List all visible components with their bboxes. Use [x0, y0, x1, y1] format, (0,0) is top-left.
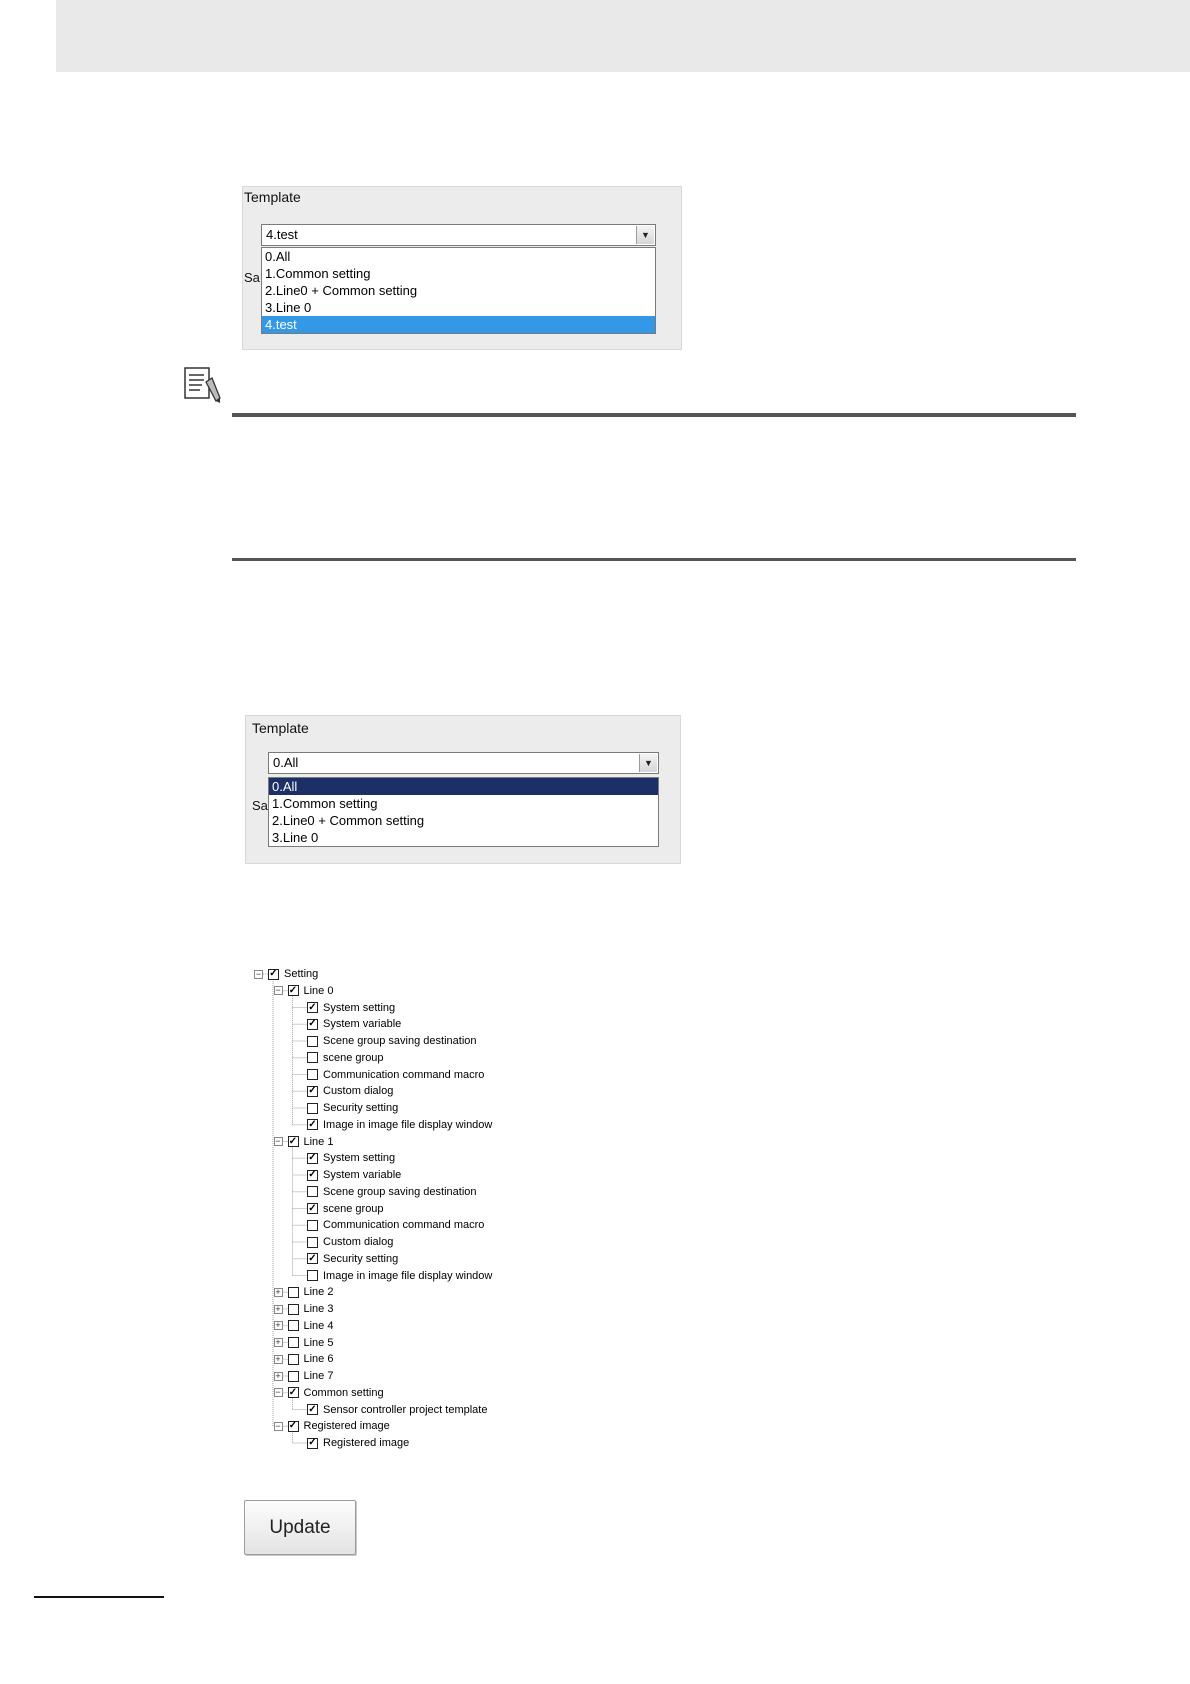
expand-plus-icon[interactable]: + [275, 1353, 281, 1364]
footer-divider [34, 1596, 164, 1598]
save-label-partial: Sa [244, 270, 260, 285]
collapse-minus-icon[interactable]: − [275, 1136, 281, 1146]
tree-item-label: Common setting [303, 1386, 384, 1399]
tree-item-label: Communication command macro [323, 1219, 485, 1232]
checkbox-unchecked[interactable] [288, 1337, 299, 1348]
tree-item[interactable] [307, 1251, 398, 1267]
tree-item[interactable] [307, 1217, 484, 1233]
tree-item-label: Custom dialog [323, 1236, 394, 1248]
template-select-value: 0.All [273, 755, 299, 770]
checkbox-unchecked[interactable] [307, 1069, 318, 1080]
template-dropdown-list [261, 247, 656, 334]
tree-item[interactable] [288, 1368, 334, 1384]
expand-plus-icon[interactable]: + [275, 1370, 281, 1381]
checkbox-checked[interactable]: ✓ [288, 1386, 298, 1398]
tree-item[interactable] [288, 1301, 334, 1317]
tree-item-label: Setting [284, 968, 319, 980]
tree-item[interactable] [307, 1268, 492, 1284]
collapse-minus-icon[interactable]: − [275, 1387, 281, 1398]
tree-item-label: Scene group saving destination [323, 1185, 477, 1198]
checkbox-checked[interactable]: ✓ [308, 1085, 317, 1097]
dropdown-option[interactable]: 4.test [262, 316, 655, 333]
checkbox-checked[interactable]: ✓ [288, 984, 298, 996]
tree-item-label: Line 1 [303, 1135, 334, 1148]
template-select[interactable] [268, 752, 659, 774]
checkbox-checked[interactable]: ✓ [308, 1169, 317, 1180]
tree-item[interactable] [307, 1050, 384, 1066]
tree-item-label: System variable [323, 1018, 402, 1031]
collapse-minus-icon[interactable]: − [275, 985, 281, 996]
template-select[interactable] [261, 224, 656, 246]
checkbox-unchecked[interactable] [288, 1371, 299, 1382]
tree-item[interactable] [268, 966, 318, 982]
template-dropdown-list [268, 777, 659, 847]
tree-item-label: Security setting [323, 1252, 399, 1265]
tree-item[interactable] [307, 1033, 477, 1049]
checkbox-checked[interactable]: ✓ [308, 1252, 317, 1264]
tree-item[interactable] [288, 1385, 384, 1401]
note-bottom-divider [232, 558, 1076, 561]
dropdown-option[interactable]: 0.All [265, 249, 291, 264]
checkbox-unchecked[interactable] [307, 1186, 318, 1197]
save-label-partial: Sa [252, 798, 268, 813]
tree-item[interactable] [307, 1234, 393, 1250]
tree-item[interactable] [307, 1016, 401, 1032]
dropdown-option[interactable]: 2.Line0 + Common setting [265, 283, 418, 298]
checkbox-checked[interactable]: ✓ [288, 1420, 298, 1432]
checkbox-checked[interactable]: ✓ [308, 1001, 317, 1013]
template-label: Template [252, 720, 309, 736]
dropdown-option[interactable]: 3.Line 0 [265, 300, 312, 315]
tree-item[interactable] [307, 1067, 484, 1083]
tree-item-label: Registered image [303, 1420, 390, 1433]
tree-item-label: Image in image file display window [323, 1269, 493, 1282]
checkbox-unchecked[interactable] [307, 1103, 318, 1114]
tree-item[interactable] [288, 1318, 334, 1334]
expand-plus-icon[interactable]: + [275, 1320, 281, 1331]
tree-item[interactable] [307, 1100, 398, 1116]
tree-item[interactable] [307, 1201, 384, 1217]
dropdown-option[interactable]: 3.Line 0 [272, 830, 319, 845]
collapse-minus-icon[interactable]: − [275, 1420, 281, 1431]
tree-item[interactable] [307, 1117, 492, 1133]
tree-item[interactable] [307, 1402, 487, 1418]
checkbox-unchecked[interactable] [307, 1036, 318, 1047]
tree-item[interactable] [307, 1184, 477, 1200]
tree-item-label: Sensor controller project template [323, 1403, 488, 1416]
dropdown-option[interactable]: 2.Line0 + Common setting [272, 813, 425, 828]
tree-item[interactable] [307, 1167, 401, 1183]
dropdown-option[interactable]: 1.Common setting [272, 796, 378, 811]
tree-item-label: Line 2 [303, 1286, 334, 1299]
checkbox-checked[interactable]: ✓ [269, 968, 278, 979]
tree-item-label: Security setting [323, 1102, 399, 1114]
tree-item-label: Line 0 [303, 984, 334, 997]
checkbox-unchecked[interactable] [288, 1287, 299, 1298]
template-panel-1 [242, 186, 682, 350]
tree-item-label: Registered image [323, 1437, 410, 1449]
tree-item[interactable] [307, 1000, 395, 1016]
tree-item-label: Image in image file display window [323, 1118, 493, 1131]
tree-item[interactable] [288, 983, 334, 999]
update-button[interactable]: Update [244, 1500, 356, 1555]
tree-item-label: Line 3 [303, 1303, 334, 1315]
tree-item[interactable] [307, 1435, 409, 1451]
expand-plus-icon[interactable]: + [275, 1303, 281, 1314]
checkbox-checked[interactable]: ✓ [308, 1437, 317, 1448]
tree-item[interactable] [288, 1418, 390, 1434]
checkbox-checked[interactable]: ✓ [308, 1018, 317, 1030]
checkbox-checked[interactable]: ✓ [308, 1118, 317, 1130]
settings-tree [254, 966, 554, 1466]
dropdown-option[interactable]: 1.Common setting [265, 266, 371, 281]
note-pencil-icon [182, 364, 222, 404]
chevron-down-icon[interactable]: ▼ [639, 754, 657, 772]
tree-item-label: scene group [323, 1202, 384, 1215]
tree-item-label: Scene group saving destination [323, 1035, 477, 1047]
checkbox-unchecked[interactable] [288, 1304, 299, 1315]
checkbox-unchecked[interactable] [288, 1320, 299, 1331]
template-panel-2 [245, 715, 681, 864]
tree-item-label: scene group [323, 1051, 384, 1064]
tree-item-label: System setting [323, 1001, 396, 1014]
checkbox-unchecked[interactable] [307, 1270, 318, 1281]
tree-item-label: Line 7 [303, 1370, 334, 1382]
tree-item[interactable] [307, 1150, 395, 1166]
tree-item-label: Line 4 [303, 1319, 334, 1332]
collapse-minus-icon[interactable]: − [255, 968, 262, 979]
tree-item-label: System setting [323, 1152, 396, 1165]
template-select-value: 4.test [266, 227, 298, 242]
checkbox-unchecked[interactable] [288, 1354, 299, 1365]
checkbox-unchecked[interactable] [307, 1237, 318, 1248]
page-header-band [56, 0, 1190, 72]
chevron-down-icon[interactable]: ▼ [636, 226, 654, 244]
checkbox-unchecked[interactable] [307, 1052, 318, 1063]
checkbox-checked[interactable]: ✓ [308, 1202, 317, 1214]
tree-item-label: Communication command macro [323, 1068, 485, 1081]
tree-item[interactable] [288, 1351, 334, 1367]
tree-item-label: System variable [323, 1169, 402, 1181]
checkbox-checked[interactable]: ✓ [308, 1403, 317, 1415]
template-label: Template [244, 189, 301, 205]
checkbox-checked[interactable]: ✓ [288, 1135, 298, 1147]
expand-plus-icon[interactable]: + [275, 1337, 281, 1347]
tree-item-label: Line 5 [303, 1336, 334, 1349]
tree-item[interactable] [288, 1284, 334, 1300]
note-top-divider [232, 413, 1076, 417]
tree-item[interactable] [307, 1083, 393, 1099]
checkbox-unchecked[interactable] [307, 1220, 318, 1231]
tree-item[interactable] [288, 1134, 334, 1150]
tree-item[interactable] [288, 1335, 334, 1351]
tree-item-label: Custom dialog [323, 1085, 394, 1098]
dropdown-option[interactable]: 0.All [269, 778, 658, 795]
tree-item-label: Line 6 [303, 1353, 334, 1366]
checkbox-checked[interactable]: ✓ [308, 1152, 317, 1164]
expand-plus-icon[interactable]: + [275, 1286, 281, 1297]
